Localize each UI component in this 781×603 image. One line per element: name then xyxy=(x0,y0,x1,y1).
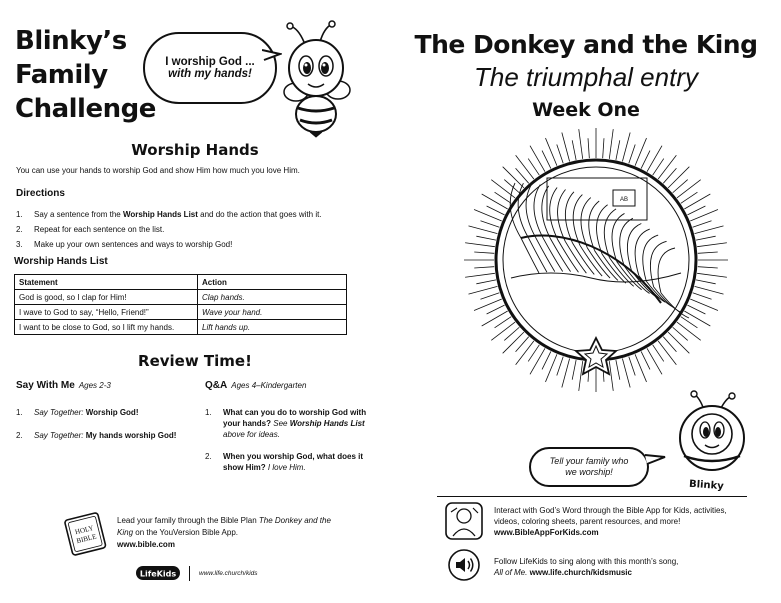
sunburst-ray xyxy=(681,192,698,203)
svg-text:LifeKids: LifeKids xyxy=(139,569,177,579)
sunburst-ray xyxy=(557,144,563,163)
speech-bubble-tail xyxy=(262,48,282,64)
sunburst-ray xyxy=(622,359,630,388)
table-row: I want to be close to God, so I lift my hands. Lift hands up. xyxy=(15,320,347,335)
list-item: 2. Repeat for each sentence on the list. xyxy=(16,225,165,234)
speaker-icon xyxy=(448,549,480,581)
sunburst-ray xyxy=(697,243,727,247)
music-text: Follow LifeKids to sing along with this month’s song, All of Me. www.life.church/kidsmusic xyxy=(494,557,679,577)
table-row: I wave to God to say, “Hello, Friend!” Wave your hand. xyxy=(15,305,347,320)
site-link[interactable]: www.life.church/kids xyxy=(199,570,258,577)
sunburst-ray xyxy=(641,151,650,169)
app-url-link[interactable]: www.BibleAppForKids.com xyxy=(494,528,599,537)
sunburst-ray xyxy=(474,267,494,268)
app-text: Interact with God’s Word through the Bible App for Kids, activities, videos, coloring sheets, parent resources, and more! www.BibleAppForKids.com xyxy=(494,506,727,537)
worship-hands-title: Worship Hands xyxy=(131,141,259,159)
sunburst-ray xyxy=(693,221,712,227)
sunburst-ray xyxy=(668,332,689,353)
sunburst-ray xyxy=(476,280,496,284)
sunburst-ray xyxy=(641,351,650,369)
sunburst-ray xyxy=(530,146,545,172)
sunburst-ray xyxy=(503,332,524,353)
table-row: God is good, so I clap for Him! Clap hands. xyxy=(15,290,347,305)
story-title: The Donkey and the King xyxy=(414,30,758,59)
sunburst-ray xyxy=(579,129,583,159)
sunburst-ray xyxy=(681,317,698,328)
sunburst-ray xyxy=(696,280,716,284)
sunburst-ray xyxy=(698,252,718,253)
sunburst-ray xyxy=(629,144,635,163)
sunburst-ray xyxy=(653,345,664,362)
sunburst-ray xyxy=(579,361,583,391)
worship-hands-table xyxy=(14,274,347,335)
sunburst-ray xyxy=(495,317,512,328)
sunburst-ray xyxy=(629,357,635,376)
divider xyxy=(437,496,747,497)
palm-branch-illustration xyxy=(461,128,731,398)
sunburst-ray xyxy=(668,167,689,188)
sunburst-ray xyxy=(530,348,545,374)
say-with-me-title: Say With Me Ages 2-3 xyxy=(16,380,111,391)
list-item: 1. Say a sentence from the Worship Hands List and do the action that goes with it. xyxy=(16,210,322,219)
sunburst-ray xyxy=(647,146,662,172)
sunburst-ray xyxy=(603,138,604,158)
challenge-title: Blinky’s Family Challenge xyxy=(15,26,156,124)
sunburst-ray xyxy=(572,360,576,380)
sunburst-ray xyxy=(698,267,718,268)
sunburst-ray xyxy=(542,151,551,169)
sunburst-ray xyxy=(482,194,508,209)
sunburst-ray xyxy=(557,357,563,376)
directions-list xyxy=(16,207,322,252)
sunburst-ray xyxy=(658,341,676,365)
sunburst-ray xyxy=(687,305,705,314)
sunburst-ray xyxy=(503,167,524,188)
bubble-line: I worship God ... xyxy=(165,56,255,68)
speech-bubble: Tell your family who we worship! xyxy=(529,447,649,487)
bible-app-for-kids-icon xyxy=(445,502,483,540)
sunburst-ray xyxy=(609,129,613,159)
sunburst-ray xyxy=(677,322,701,340)
bible-plan-text: Lead your family through the Bible Plan The Donkey and the King on the YouVersion Bible App. www.bible.com xyxy=(117,516,331,549)
sunburst-ray xyxy=(588,138,589,158)
sunburst-ray xyxy=(677,180,701,198)
list-item: 2. Say Together: My hands worship God! xyxy=(16,431,177,440)
week-label: Week One xyxy=(532,99,640,121)
speech-bubble xyxy=(143,32,277,104)
sunburst-ray xyxy=(542,351,551,369)
family-challenge-page xyxy=(0,0,390,603)
intro-text: You can use your hands to worship God and show Him how much you love Him. xyxy=(16,166,300,175)
sunburst-ray xyxy=(465,243,495,247)
sunburst-ray xyxy=(495,192,512,203)
sunburst-ray xyxy=(647,348,662,374)
sunburst-ray xyxy=(465,273,495,277)
sunburst-ray xyxy=(516,341,534,365)
sunburst-ray xyxy=(482,311,508,326)
sunburst-ray xyxy=(528,345,539,362)
list-item: 3. Make up your own sentences and ways to worship God! xyxy=(16,240,233,249)
sunburst-ray xyxy=(468,226,497,234)
svg-text:HOLY: HOLY xyxy=(74,523,95,537)
sunburst-ray xyxy=(528,159,539,176)
svg-text:BIBLE: BIBLE xyxy=(75,532,98,546)
story-subtitle: The triumphal entry xyxy=(474,62,698,92)
sunburst-ray xyxy=(616,140,620,160)
bee-name: Blinky xyxy=(688,478,725,493)
bubble-line: with my hands! xyxy=(168,68,252,80)
sunburst-ray xyxy=(697,273,727,277)
logo-divider xyxy=(189,566,190,581)
sunburst-ray xyxy=(616,360,620,380)
sunburst-ray xyxy=(572,140,576,160)
sunburst-ray xyxy=(474,252,494,253)
story-page xyxy=(391,0,781,603)
svg-text:AB: AB xyxy=(619,197,629,203)
list-item: 2. When you worship God, what does it show Him? I love Him. xyxy=(205,452,363,472)
directions-title: Directions xyxy=(16,188,65,199)
sunburst-ray xyxy=(658,155,676,179)
list-item: 1. What can you do to worship God with your hands? See Worship Hands List above for ideas. xyxy=(205,408,367,439)
sunburst-ray xyxy=(562,132,570,161)
sunburst-ray xyxy=(609,361,613,391)
speech-bubble-tail xyxy=(645,453,667,467)
sunburst-ray xyxy=(480,293,499,299)
worship-hands-list-title: Worship Hands List xyxy=(14,256,108,267)
sunburst-ray xyxy=(696,236,716,240)
sunburst-ray xyxy=(491,322,515,340)
bee-mascot-icon xyxy=(674,390,754,480)
sunburst-ray xyxy=(653,159,664,176)
sunburst-ray xyxy=(687,206,705,215)
music-url-link[interactable]: www.life.church/kidsmusic xyxy=(529,568,632,577)
bible-url-link[interactable]: www.bible.com xyxy=(117,540,175,549)
sunburst-ray xyxy=(480,221,499,227)
sunburst-ray xyxy=(491,180,515,198)
sunburst-ray xyxy=(468,286,497,294)
sunburst-ray xyxy=(693,293,712,299)
bible-book-icon xyxy=(62,510,108,556)
sunburst-ray xyxy=(684,311,710,326)
sunburst-ray xyxy=(516,155,534,179)
sunburst-ray xyxy=(684,194,710,209)
table-header-row: Statement Action xyxy=(15,275,347,290)
qa-title: Q&A Ages 4–Kindergarten xyxy=(205,380,307,391)
sunburst-ray xyxy=(622,132,630,161)
sunburst-ray xyxy=(487,305,505,314)
sunburst-ray xyxy=(695,226,724,234)
sunburst-ray xyxy=(476,236,496,240)
lifekids-logo xyxy=(136,565,180,581)
sunburst-ray xyxy=(562,359,570,388)
list-item: 1. Say Together: Worship God! xyxy=(16,408,139,417)
sunburst-ray xyxy=(695,286,724,294)
review-time-title: Review Time! xyxy=(138,352,252,370)
bee-mascot-icon xyxy=(280,20,352,138)
sunburst-ray xyxy=(487,206,505,215)
